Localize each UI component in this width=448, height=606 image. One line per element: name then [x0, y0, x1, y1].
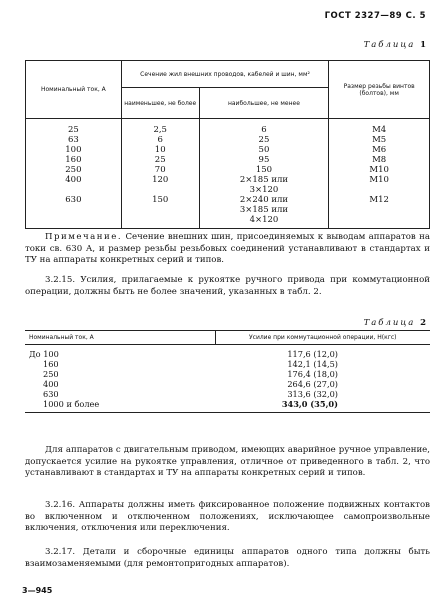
page-header: ГОСТ 2327—89 С. 5	[324, 11, 426, 21]
table1-row	[26, 145, 430, 155]
table1-cell-max-line: 3×185 или	[239, 205, 289, 215]
table2-cell-force: 313,6 (32,0)	[287, 389, 338, 399]
table1-caption	[364, 40, 428, 50]
table2-row	[25, 389, 430, 399]
table2-cell-current: 1000 и более	[25, 399, 215, 413]
table1-cell-current: 25	[26, 125, 122, 135]
table2-cell-current: До 100	[29, 349, 59, 359]
table1-caption-word: Таблица	[363, 40, 416, 50]
table2-cell-force: 176,4 (18,0)	[287, 369, 338, 379]
page-footer: 3—945	[22, 586, 53, 595]
table1-cell-current: 630	[26, 195, 122, 229]
paragraph-drive: Для аппаратов с двигательным приводом, имеющих аварийное ручное управление, допускается усилие на рукоятке управления, отличное от приведенного в табл. 2, что устанавливают в стандартах и ТУ на аппараты конкретных серий и типов.	[25, 445, 430, 478]
table2-cell-current: 400	[43, 379, 59, 389]
table2-cell-current: 250	[43, 369, 59, 379]
table1	[25, 60, 430, 229]
table2-cell-force: 343,0 (35,0)	[215, 399, 430, 413]
table1-header-section: Сечение жил внешних проводов, кабелей и шин, мм²	[121, 61, 328, 88]
table1-header-thread: Размер резьбы винтов (болтов), мм	[329, 61, 430, 119]
table1-cell-max-line: 6	[261, 125, 267, 135]
table1-cell-thread: М4	[329, 125, 430, 135]
table1-cell-thread: М6	[329, 145, 430, 155]
table1-cell-max-line: 2×185 или	[239, 175, 289, 185]
table1-cell-current: 400	[26, 175, 122, 195]
table2-row	[25, 399, 430, 413]
table1-note	[25, 232, 430, 267]
table1-cell-max-line: 2×240 или	[239, 195, 289, 205]
table1-cell-min: 120	[121, 175, 199, 195]
table1-cell-min: 25	[121, 155, 199, 165]
table2-cell-force: 142,1 (14,5)	[287, 359, 338, 369]
table1-cell-max	[199, 165, 329, 175]
table2-caption-word: Таблица	[363, 318, 416, 328]
table2-row	[25, 369, 430, 379]
table1-cell-thread: М10	[329, 165, 430, 175]
table1-cell-max	[199, 125, 329, 135]
table1-cell-current: 160	[26, 155, 122, 165]
table2	[25, 330, 430, 413]
table1-cell-max-line: 3×120	[249, 185, 279, 195]
table2-caption-number: 2	[420, 318, 428, 328]
table1-caption-number: 1	[420, 40, 428, 50]
table2-header-force: Усилие при коммутационной операции, Н(кгс)	[215, 331, 430, 345]
table1-header-current: Номинальный ток, А	[26, 61, 122, 119]
table1-cell-min: 6	[121, 135, 199, 145]
table1-cell-max	[199, 175, 329, 195]
table1-row	[26, 195, 430, 229]
table1-cell-min: 70	[121, 165, 199, 175]
table1-cell-min: 10	[121, 145, 199, 155]
table1-cell-thread: М10	[329, 175, 430, 195]
table1-cell-thread: М12	[329, 195, 430, 229]
clause-3-2-15: 3.2.15. Усилия, прилагаемые к рукоятке ручного привода при коммутационной операции, должны быть не более значений, указанных в табл. 2.	[25, 275, 430, 297]
table1-cell-current: 100	[26, 145, 122, 155]
table1-cell-max-line: 95	[258, 155, 270, 165]
table1-cell-min: 150	[121, 195, 199, 229]
table2-row	[25, 359, 430, 369]
table1-cell-max	[199, 155, 329, 165]
table1-cell-thread: М5	[329, 135, 430, 145]
table1-cell-max-line: 150	[255, 165, 273, 175]
table1-cell-min: 2,5	[121, 125, 199, 135]
table1-header-min: наименьшее, не более	[121, 88, 199, 119]
note-text: Сечение внешних шин, присоединяемых к выводам аппаратов на токи св. 630 А, и размер резьбы резьбовых соединений устанавливают в стандартах и ТУ на аппараты конкретных серий и типов.	[25, 232, 430, 265]
table1-cell-current: 250	[26, 165, 122, 175]
table1-row	[26, 165, 430, 175]
table1-cell-max-line: 4×120	[249, 215, 279, 225]
table1-row	[26, 135, 430, 145]
table2-caption	[364, 318, 428, 328]
table1-cell-current: 63	[26, 135, 122, 145]
table1-cell-thread: М8	[329, 155, 430, 165]
table2-cell-force: 264,6 (27,0)	[287, 379, 338, 389]
table1-cell-max	[199, 135, 329, 145]
table2-header-current: Номинальный ток, А	[25, 331, 215, 345]
table2-row	[25, 379, 430, 389]
table1-cell-max	[199, 195, 329, 229]
table1-row	[26, 175, 430, 195]
table2-cell-current: 160	[43, 359, 59, 369]
table1-cell-max	[199, 145, 329, 155]
table1-row	[26, 155, 430, 165]
table2-cell-force: 117,6 (12,0)	[287, 349, 338, 359]
clause-3-2-17: 3.2.17. Детали и сборочные единицы аппаратов одного типа должны быть взаимозаменяемыми (для ремонтопригодных аппаратов).	[25, 547, 430, 569]
table1-row	[26, 125, 430, 135]
table2-cell-current: 630	[43, 389, 59, 399]
note-label: Примечание.	[45, 232, 123, 242]
table1-header-max: наибольшее, не менее	[199, 88, 329, 119]
table1-cell-max-line: 50	[258, 145, 270, 155]
table2-row	[25, 345, 430, 360]
table1-cell-max-line: 25	[258, 135, 270, 145]
clause-3-2-16: 3.2.16. Аппараты должны иметь фиксированное положение подвижных контактов во включенном и отключенном положениях, исключающее самопроизвольные включения, отключения или переключения.	[25, 500, 430, 533]
